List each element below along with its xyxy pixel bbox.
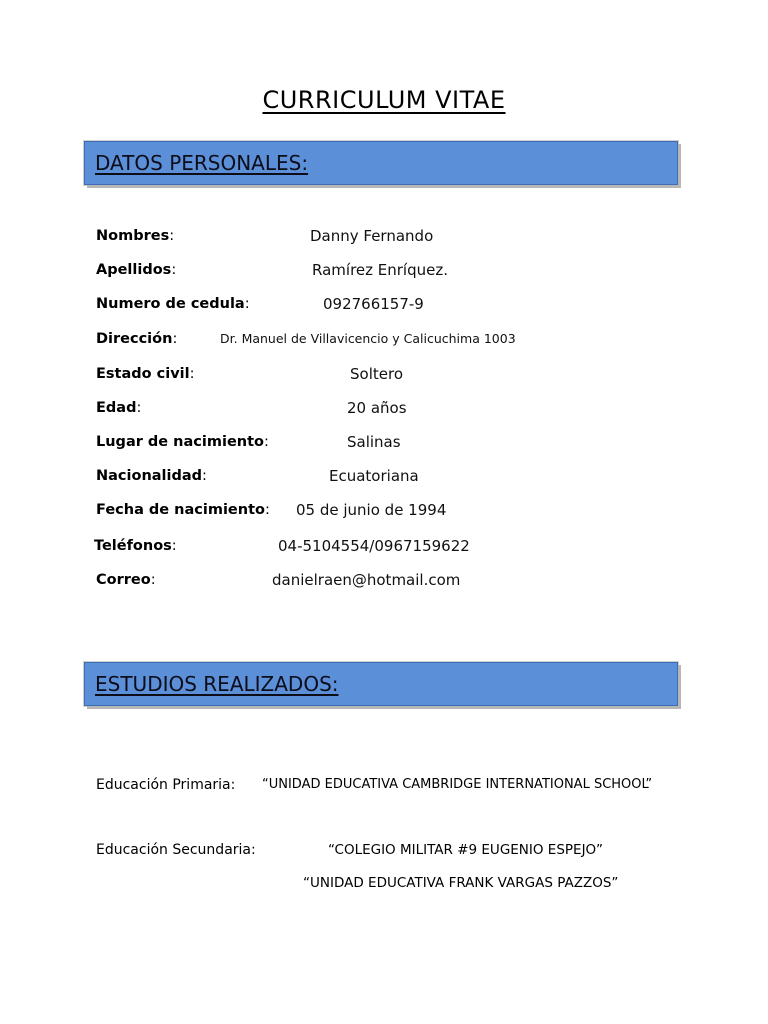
- label-educacion-secundaria: Educación Secundaria:: [96, 842, 256, 858]
- label-telefonos: Teléfonos:: [94, 538, 177, 554]
- value-direccion: Dr. Manuel de Villavicencio y Calicuchima 1003: [220, 331, 516, 346]
- value-nacionalidad: Ecuatoriana: [329, 467, 419, 485]
- label-fecha-nacimiento: Fecha de nacimiento:: [96, 502, 270, 518]
- value-telefonos: 04-5104554/0967159622: [278, 537, 470, 555]
- label-lugar-nacimiento: Lugar de nacimiento:: [96, 434, 269, 450]
- section-header-studies: [84, 662, 678, 706]
- section-header-personal: [84, 141, 678, 185]
- value-cedula: 092766157-9: [323, 295, 424, 313]
- value-fecha-nacimiento: 05 de junio de 1994: [296, 501, 447, 519]
- label-edad: Edad:: [96, 400, 142, 416]
- section-title-studies: ESTUDIOS REALIZADOS:: [95, 672, 339, 696]
- value-educacion-secundaria-2: “UNIDAD EDUCATIVA FRANK VARGAS PAZZOS”: [303, 875, 619, 891]
- label-educacion-primaria: Educación Primaria:: [96, 777, 236, 793]
- value-edad: 20 años: [347, 399, 407, 417]
- value-estado-civil: Soltero: [350, 365, 403, 383]
- value-correo: danielraen@hotmail.com: [272, 571, 461, 589]
- label-estado-civil: Estado civil:: [96, 366, 195, 382]
- label-correo: Correo:: [96, 572, 156, 588]
- label-direccion: Dirección:: [96, 331, 178, 347]
- label-nombres: Nombres:: [96, 228, 175, 244]
- section-title-personal: DATOS PERSONALES:: [95, 151, 309, 175]
- value-educacion-secundaria-1: “COLEGIO MILITAR #9 EUGENIO ESPEJO”: [328, 842, 603, 858]
- value-nombres: Danny Fernando: [310, 227, 434, 245]
- label-apellidos: Apellidos:: [96, 262, 177, 278]
- label-cedula: Numero de cedula:: [96, 296, 250, 312]
- page-title: CURRICULUM VITAE: [262, 86, 506, 114]
- value-educacion-primaria: “UNIDAD EDUCATIVA CAMBRIDGE INTERNATIONAL SCHOOL”: [262, 777, 653, 792]
- value-lugar-nacimiento: Salinas: [347, 433, 401, 451]
- value-apellidos: Ramírez Enríquez.: [312, 261, 448, 279]
- label-nacionalidad: Nacionalidad:: [96, 468, 207, 484]
